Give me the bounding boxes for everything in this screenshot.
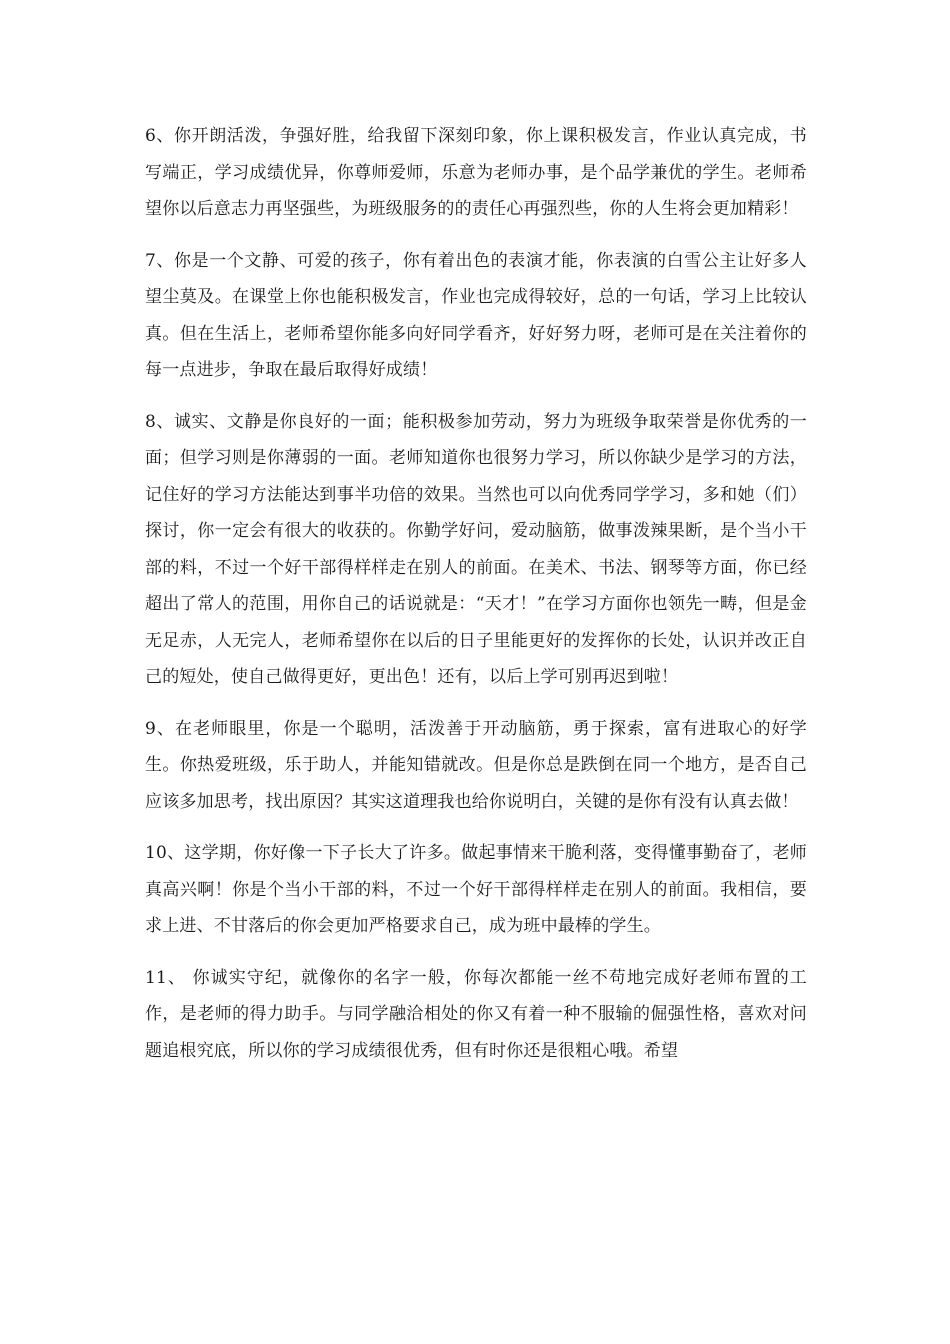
- comment-paragraph-10: 10、这学期，你好像一下子长大了许多。做起事情来干脆利落，变得懂事勤奋了，老师真高兴啊！你是个当小干部的料，不过一个好干部得样样走在别人的前面。我相信，要求上进、不甘落后的你会更加严格要求自己，成为班中最棒的学生。: [145, 843, 807, 936]
- comment-paragraph-9: 9、在老师眼里，你是一个聪明，活泼善于开动脑筋，勇于探索，富有进取心的好学生。你热爱班级，乐于助人，并能知错就改。但是你总是跌倒在同一个地方，是否自己应该多加思考，找出原因？其实这道理我也给你说明白，关键的是你有没有认真去做！: [145, 718, 807, 812]
- comment-paragraph-11: 11、 你诚实守纪，就像你的名字一般，你每次都能一丝不苟地完成好老师布置的工作，是老师的得力助手。与同学融洽相处的你又有着一种不服输的倔强性格，喜欢对问题追根究底，所以你的学习成绩很优秀，但有时你还是很粗心哦。希望: [145, 967, 807, 1061]
- document-page: [145, 118, 807, 1084]
- comment-paragraph-7: 7、你是一个文静、可爱的孩子，你有着出色的表演才能，你表演的白雪公主让好多人望尘莫及。在课堂上你也能积极发言，作业也完成得较好，总的一句话，学习上比较认真。但在生活上，老师希望你能多向好同学看齐，好好努力呀，老师可是在关注着你的每一点进步，争取在最后取得好成绩！: [145, 250, 807, 380]
- comment-paragraph-8: 8、诚实、文静是你良好的一面；能积极参加劳动，努力为班级争取荣誉是你优秀的一面；但学习则是你薄弱的一面。老师知道你也很努力学习，所以你缺少是学习的方法，记住好的学习方法能达到事半功倍的效果。当然也可以向优秀同学学习，多和她（们）探讨，你一定会有很大的收获的。你勤学好问，爱动脑筋，做事泼辣果断，是个当小干部的料，不过一个好干部得样样走在别人的前面。在美术、书法、钢琴等方面，你已经超出了常人的范围，用你自己的话说就是：“天才！”在学习方面你也领先一畴，但是金无足赤，人无完人，老师希望你在以后的日子里能更好的发挥你的长处，认识并改正自己的短处，使自己做得更好，更出色！还有，以后上学可别再迟到啦！: [145, 411, 807, 687]
- comment-paragraph-6: 6、你开朗活泼，争强好胜，给我留下深刻印象，你上课积极发言，作业认真完成，书写端正，学习成绩优异，你尊师爱师，乐意为老师办事，是个品学兼优的学生。老师希望你以后意志力再坚强些，为班级服务的的责任心再强烈些，你的人生将会更加精彩！: [145, 126, 807, 219]
